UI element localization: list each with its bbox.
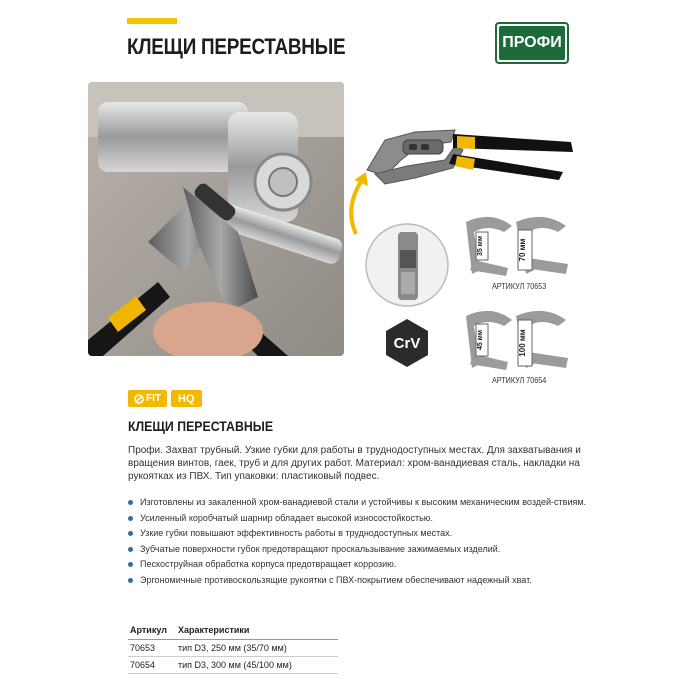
feature-text: Пескоструйная обработка корпуса предотвращает коррозию. (140, 559, 397, 569)
profi-badge (495, 22, 569, 64)
bullet-icon (128, 516, 133, 521)
jaw-capacity-small-70653 (462, 212, 518, 285)
spec-article: 70653 (128, 640, 176, 657)
box-joint-closeup-image (364, 222, 450, 308)
crv-label: CrV (393, 335, 421, 352)
jaw-mark-70: 70 мм (518, 238, 527, 262)
feature-text: Эргономичные противоскользящие рукоятки с ПВХ-покрытием обеспечивают надежный хват. (140, 574, 532, 585)
product-in-use-photo (88, 82, 344, 356)
hq-logo: HQ (171, 390, 202, 407)
product-title: КЛЕЩИ ПЕРЕСТАВНЫЕ (128, 418, 274, 434)
spec-header-article: Артикул (128, 622, 176, 640)
article-label-70654: АРТИКУЛ 70654 (492, 376, 547, 385)
jaw-mark-45: 45 мм (477, 329, 484, 351)
feature-text: Узкие губки повышают эффективность работы в труднодоступных местах. (140, 528, 453, 538)
feature-list (128, 497, 598, 590)
feature-text: Усиленный коробчатый шарнир обладает высокой износостойкостью. (140, 512, 434, 523)
spec-article: 70654 (128, 657, 176, 674)
spec-table-header (128, 622, 338, 640)
spec-header-characteristics: Характеристики (176, 622, 338, 640)
feature-item (128, 544, 598, 556)
spec-characteristics: тип D3, 250 мм (35/70 мм) (176, 640, 338, 657)
fit-logo-icon (134, 394, 144, 404)
brand-logos (128, 390, 202, 407)
bullet-icon (128, 562, 133, 567)
jaw-mark-35: 35 мм (477, 235, 484, 257)
page-title: КЛЕЩИ ПЕРЕСТАВНЫЕ (127, 34, 346, 59)
jaw-capacity-large-70654 (514, 306, 574, 379)
feature-item (128, 528, 598, 540)
profi-badge-label: ПРОФИ (499, 26, 565, 60)
jaw-capacity-small-70654 (462, 306, 518, 379)
crv-steel-badge (382, 318, 432, 368)
table-row (128, 640, 338, 657)
product-description: Профи. Захват трубный. Узкие губки для работы в труднодоступных местах. Для захватывания и вращения винтов, гаек, труб и для других работ. Материал: хром-ванадиевая сталь, накладки на рукоятках из ПВХ. Тип упаковки: пластиковый подвес. (128, 445, 581, 482)
feature-item (128, 513, 598, 525)
spec-characteristics: тип D3, 300 мм (45/100 мм) (176, 657, 338, 674)
table-row (128, 657, 338, 674)
bullet-icon (128, 500, 133, 505)
spec-table (128, 622, 338, 674)
bullet-icon (128, 531, 133, 536)
feature-item (128, 559, 598, 571)
title-accent-bar (127, 18, 177, 24)
jaw-mark-100: 100 мм (518, 329, 527, 357)
jaw-capacity-large-70653 (514, 212, 574, 285)
bullet-icon (128, 547, 133, 552)
feature-text: Зубчатые поверхности губок предотвращают проскальзывание зажимаемых изделий. (140, 543, 501, 554)
article-label-70653: АРТИКУЛ 70653 (492, 282, 547, 291)
feature-item (128, 575, 598, 587)
bullet-icon (128, 578, 133, 583)
fit-logo-text: FIT (146, 393, 161, 404)
feature-text: Изготовлены из закаленной хром-ванадиевой стали и устойчивы к высоким механическим воздей-ствиям. (140, 497, 587, 507)
feature-item (128, 497, 598, 509)
fit-logo (128, 390, 167, 407)
